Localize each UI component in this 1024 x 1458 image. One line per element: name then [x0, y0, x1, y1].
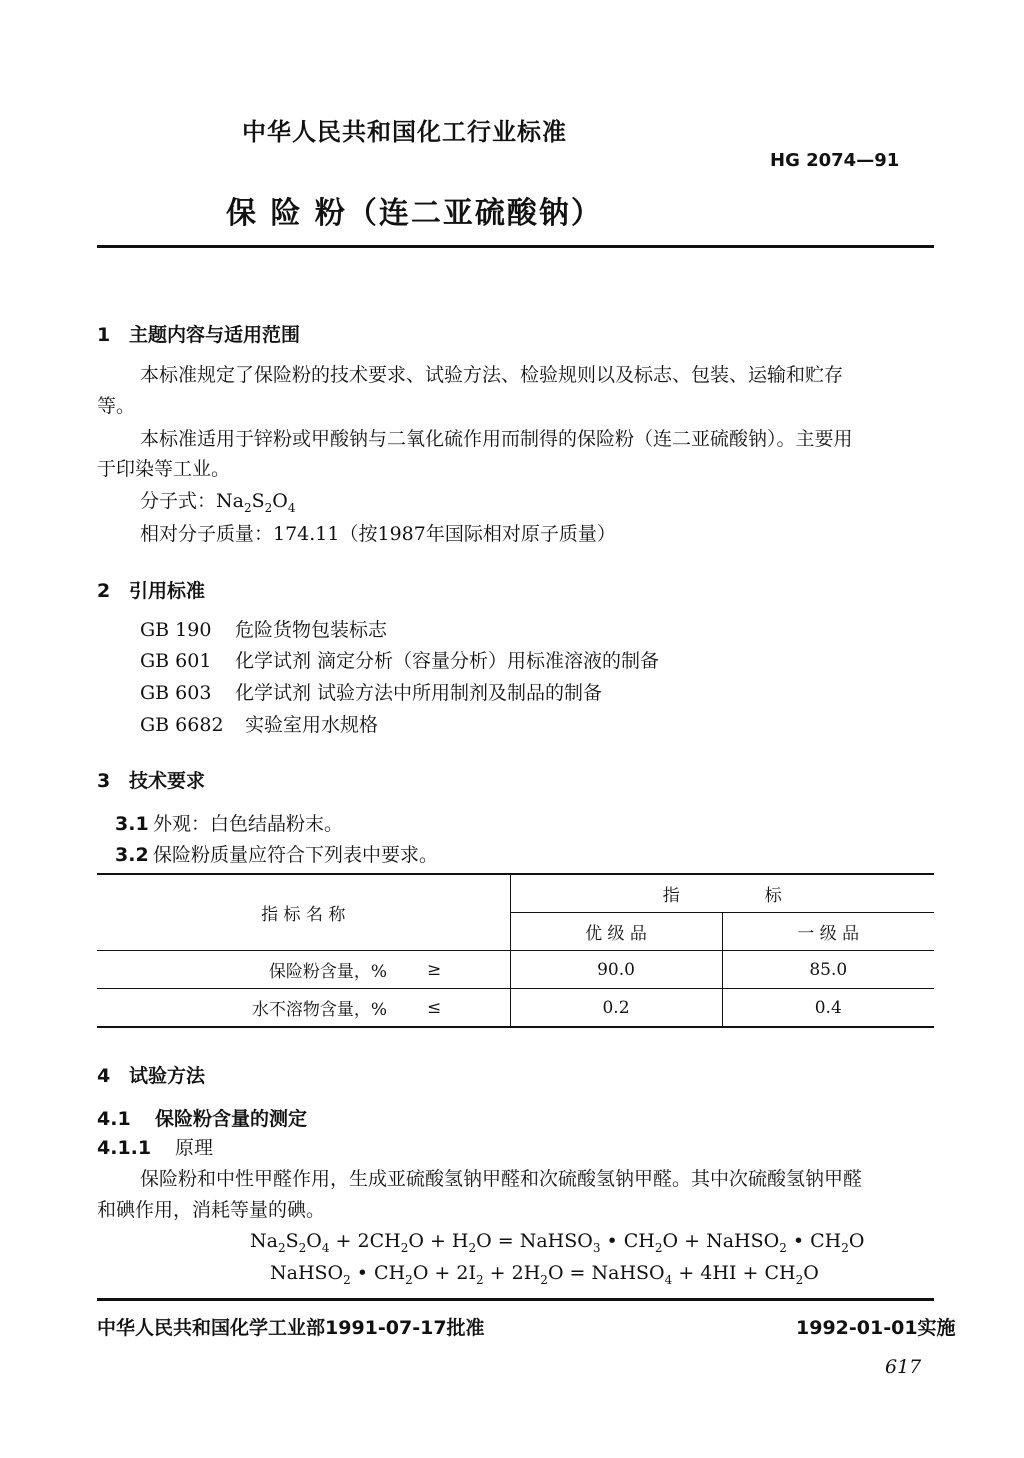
- clause-3-2-number: 3.2: [115, 844, 149, 866]
- formula-element-s: S: [251, 490, 265, 512]
- table-row: [97, 951, 934, 989]
- page-number: 617: [885, 1356, 922, 1378]
- subsection-4-1-1-number: 4.1.1: [97, 1137, 152, 1159]
- section-4-title: 试验方法: [129, 1065, 206, 1087]
- indicator-name-header: 指 标 名 称: [97, 874, 510, 951]
- clause-3-1-text: 外观：白色结晶粉末。: [153, 813, 344, 835]
- first-value: 85.0: [722, 951, 934, 989]
- section-3-heading: [97, 766, 205, 793]
- reference-title: 危险货物包装标志: [235, 619, 388, 641]
- formula-subscript: 2: [243, 500, 252, 515]
- table-header-row: [97, 874, 934, 913]
- superior-value: 90.0: [510, 951, 722, 989]
- subsection-4-1-1-title: 原理: [175, 1137, 214, 1159]
- approval-statement: 中华人民共和国化学工业部1991-07-17批准: [97, 1317, 485, 1339]
- table-row: [97, 989, 934, 1028]
- formula-label: 分子式：: [140, 490, 217, 512]
- indicator-symbol: ≥: [427, 951, 510, 989]
- section-4-number: 4: [97, 1065, 111, 1087]
- reaction-equation-2: NaHSO$_2$ • $CH_2O + 2I_2 + 2H_2O$ = NaHSO$_4$ + $4HI + CH_2O$: [270, 1262, 819, 1287]
- formula-subscript: 2: [264, 500, 273, 515]
- document-title: 保 险 粉（连二亚硫酸钠）: [226, 196, 603, 231]
- subsection-4-1-heading: [97, 1104, 307, 1131]
- reference-code: GB 190: [140, 619, 212, 641]
- grade-first-header: 一 级 品: [722, 913, 934, 951]
- reference-item: [140, 648, 659, 674]
- requirements-table: [97, 873, 934, 1028]
- subsection-4-1-1-heading: [97, 1135, 213, 1161]
- clause-3-1-number: 3.1: [115, 813, 149, 835]
- reference-title: 实验室用水规格: [245, 714, 379, 736]
- reference-title: 化学试剂 试验方法中所用制剂及制品的制备: [235, 682, 603, 704]
- indicator-header: 指 标: [510, 874, 934, 913]
- section-2-title: 引用标准: [129, 580, 206, 602]
- header-rule: [97, 245, 934, 248]
- indicator-symbol: ≤: [427, 989, 510, 1028]
- formula-subscript: 4: [287, 500, 296, 515]
- superior-value: 0.2: [510, 989, 722, 1028]
- section-1-heading: [97, 320, 300, 347]
- section-1-para-2-line-2: 于印染等工业。: [97, 458, 231, 480]
- section-4-heading: [97, 1061, 205, 1088]
- reference-item: [140, 712, 378, 738]
- grade-superior-header: 优 级 品: [510, 913, 722, 951]
- reaction-equation-1: $Na_2S_2O_4 + 2CH_2O + H_2O$ = NaHSO$_3$ • $CH_2O$ + NaHSO$_2$ • $CH_2O$: [250, 1230, 865, 1255]
- section-3-title: 技术要求: [129, 770, 206, 792]
- section-1-number: 1: [97, 324, 111, 346]
- subsection-4-1-title: 保险粉含量的测定: [155, 1108, 308, 1130]
- reference-item: [140, 680, 602, 706]
- reference-title: 化学试剂 滴定分析（容量分析）用标准溶液的制备: [235, 650, 660, 672]
- indicator-name: 水不溶物含量，%: [97, 989, 427, 1028]
- reference-code: GB 6682: [140, 714, 224, 736]
- clause-3-2-text: 保险粉质量应符合下列表中要求。: [153, 844, 439, 866]
- reference-code: GB 603: [140, 682, 212, 704]
- indicator-name: 保险粉含量，%: [97, 951, 427, 989]
- section-3-number: 3: [97, 770, 111, 792]
- section-2-heading: [97, 576, 205, 603]
- section-1-title: 主题内容与适用范围: [129, 324, 301, 346]
- principle-para-line-1: 保险粉和中性甲醛作用，生成亚硫酸氢钠甲醛和次硫酸氢钠甲醛。其中次硫酸氢钠甲醛: [140, 1168, 863, 1190]
- implementation-date: 1992-01-01实施: [796, 1317, 956, 1339]
- molecular-formula: [140, 488, 296, 521]
- reference-item: [140, 617, 387, 643]
- formula-element-na: Na: [216, 490, 244, 512]
- section-1-para-1-line-2: 等。: [97, 395, 136, 417]
- first-value: 0.4: [722, 989, 934, 1028]
- reference-code: GB 601: [140, 650, 212, 672]
- section-1-para-2-line-1: 本标准适用于锌粉或甲酸钠与二氧化硫作用而制得的保险粉（连二亚硫酸钠）。主要用: [140, 428, 853, 450]
- clause-3-1: [115, 811, 343, 837]
- principle-para-line-2: 和碘作用，消耗等量的碘。: [97, 1199, 326, 1221]
- standard-code: HG 2074—91: [770, 150, 900, 171]
- formula-element-o: O: [272, 490, 288, 512]
- molecular-mass: 相对分子质量：174.11（按1987年国际相对原子质量）: [140, 523, 616, 545]
- section-1-para-1-line-1: 本标准规定了保险粉的技术要求、试验方法、检验规则以及标志、包装、运输和贮存: [140, 364, 844, 386]
- subsection-4-1-number: 4.1: [97, 1108, 131, 1130]
- clause-3-2: [115, 842, 438, 868]
- issuing-organization: 中华人民共和国化工行业标准: [242, 118, 567, 146]
- section-2-number: 2: [97, 580, 111, 602]
- footer-rule: [97, 1298, 934, 1301]
